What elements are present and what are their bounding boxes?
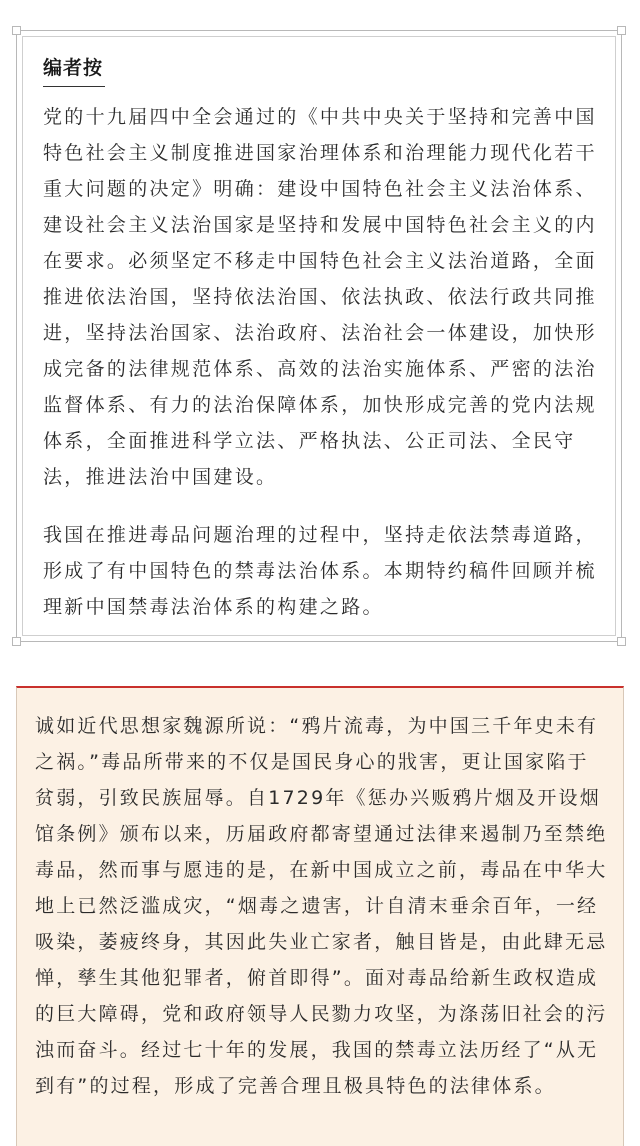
editor-note-paragraph-2: 我国在推进毒品问题治理的过程中，坚持走依法禁毒道路，形成了有中国特色的禁毒法治体系。本期特约稿件回顾并梳理新中国禁毒法治体系的构建之路。: [43, 524, 597, 618]
editor-note-box: [16, 30, 622, 642]
corner-decoration: [617, 26, 626, 35]
corner-decoration: [12, 26, 21, 35]
corner-decoration: [617, 637, 626, 646]
intro-paragraph: 诚如近代思想家魏源所说：“鸦片流毒，为中国三千年史未有之祸。”毒品所带来的不仅是国民身心的戕害，更让国家陷于贫弱，引致民族屈辱。自1729年《惩办兴贩鸦片烟及开设烟馆条例》颁布以来，历届政府都寄望通过法律来遏制乃至禁绝毒品，然而事与愿违的是，在新中国成立之前，毒品在中华大地上已然泛滥成灾，“烟毒之遗害，计自清末垂余百年，一经吸染，萎疲终身，其因此失业亡家者，触目皆是，由此肆无忌惮，孳生其他犯罪者，俯首即得”。面对毒品给新生政权造成的巨大障碍，党和政府领导人民勠力攻坚，为涤荡旧社会的污浊而奋斗。经过七十年的发展，我国的禁毒立法历经了“从无到有”的过程，形成了完善合理且极具特色的法律体系。: [35, 715, 608, 1097]
editor-note-title: 编者按: [43, 53, 105, 87]
corner-decoration: [12, 637, 21, 646]
editor-note-paragraph-1: 党的十九届四中全会通过的《中共中央关于坚持和完善中国特色社会主义制度推进国家治理体系和治理能力现代化若干重大问题的决定》明确：建设中国特色社会主义法治体系、建设社会主义法治国家是坚持和发展中国特色社会主义的内在要求。必须坚定不移走中国特色社会主义法治道路，全面推进依法治国，坚持依法治国、依法执政、依法行政共同推进，坚持法治国家、法治政府、法治社会一体建设，加快形成完备的法律规范体系、高效的法治实施体系、严密的法治监督体系、有力的法治保障体系，加快形成完善的党内法规体系，全面推进科学立法、严格执法、公正司法、全民守法，推进法治中国建设。: [43, 106, 597, 488]
intro-quote-box: [16, 686, 624, 1146]
